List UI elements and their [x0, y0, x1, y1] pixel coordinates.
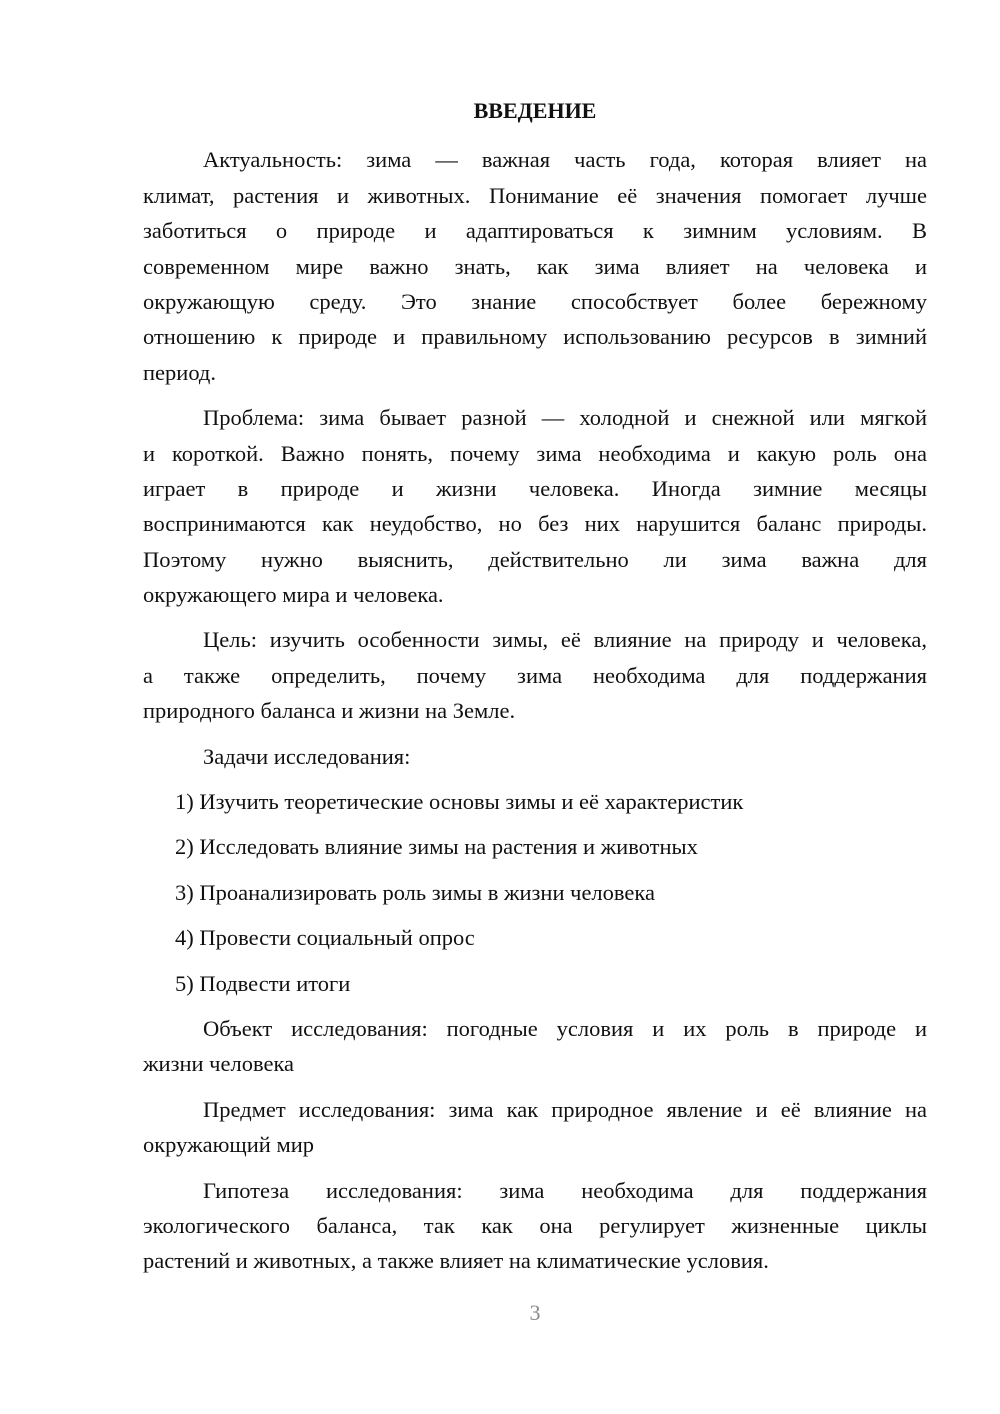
task-item: 4) Провести социальный опрос: [175, 925, 475, 951]
paragraph: [143, 400, 927, 612]
task-item: 2) Исследовать влияние зимы на растения и животных: [175, 834, 698, 860]
text-line: жизни человека: [143, 1051, 295, 1077]
page-number: 3: [529, 1300, 541, 1325]
text-line: Поэтому нужно выяснить, действительно ли зима важна для: [143, 546, 927, 572]
text-line: окружающий мир: [143, 1132, 314, 1158]
paragraph: [143, 739, 927, 774]
task-item: 5) Подвести итоги: [175, 970, 351, 996]
text-line: играет в природе и жизни человека. Иногда зимние месяцы: [143, 475, 927, 501]
intro-paragraphs: [143, 142, 927, 774]
task-item: 1) Изучить теоретические основы зимы и её характеристик: [175, 789, 744, 815]
text-line: экологического баланса, так как она регулирует жизненные циклы: [143, 1212, 927, 1238]
text-line: Цель: изучить особенности зимы, её влияние на природу и человека,: [203, 627, 927, 653]
text-line: Актуальность: зима — важная часть года, которая влияет на: [203, 147, 927, 173]
text-line: Объект исследования: погодные условия и их роль в природе и: [203, 1015, 927, 1041]
text-line: воспринимаются как неудобство, но без них нарушится баланс природы.: [143, 511, 927, 537]
research-paragraphs: [143, 1011, 927, 1279]
task-item: 3) Проанализировать роль зимы в жизни человека: [175, 879, 655, 905]
text-line: Задачи исследования:: [203, 743, 411, 769]
text-line: растений и животных, а также влияет на климатические условия.: [143, 1248, 769, 1274]
text-line: современном мире важно знать, как зима влияет на человека и: [143, 253, 927, 279]
text-line: Предмет исследования: зима как природное явление и её влияние на: [203, 1096, 927, 1122]
section-heading: ВВЕДЕНИЕ: [473, 98, 597, 123]
document-page: [143, 93, 927, 1289]
text-line: природного баланса и жизни на Земле.: [143, 698, 516, 724]
text-line: климат, растения и животных. Понимание её значения помогает лучше: [143, 182, 927, 208]
paragraph: [143, 1011, 927, 1082]
text-line: период.: [143, 359, 216, 385]
text-line: Проблема: зима бывает разной — холодной и снежной или мягкой: [203, 405, 927, 431]
text-line: окружающую среду. Это знание способствует более бережному: [143, 288, 927, 314]
text-line: окружающего мира и человека.: [143, 582, 444, 608]
paragraph: [143, 1173, 927, 1279]
paragraph: [143, 1092, 927, 1163]
task-list: [143, 784, 927, 1001]
text-line: отношению к природе и правильному использованию ресурсов в зимний: [143, 324, 927, 350]
paragraph: [143, 622, 927, 728]
paragraph: [143, 142, 927, 390]
text-line: и короткой. Важно понять, почему зима необходима и какую роль она: [143, 440, 927, 466]
text-line: заботиться о природе и адаптироваться к зимним условиям. В: [143, 218, 927, 244]
text-line: а также определить, почему зима необходима для поддержания: [143, 662, 927, 688]
text-line: Гипотеза исследования: зима необходима для поддержания: [203, 1177, 927, 1203]
